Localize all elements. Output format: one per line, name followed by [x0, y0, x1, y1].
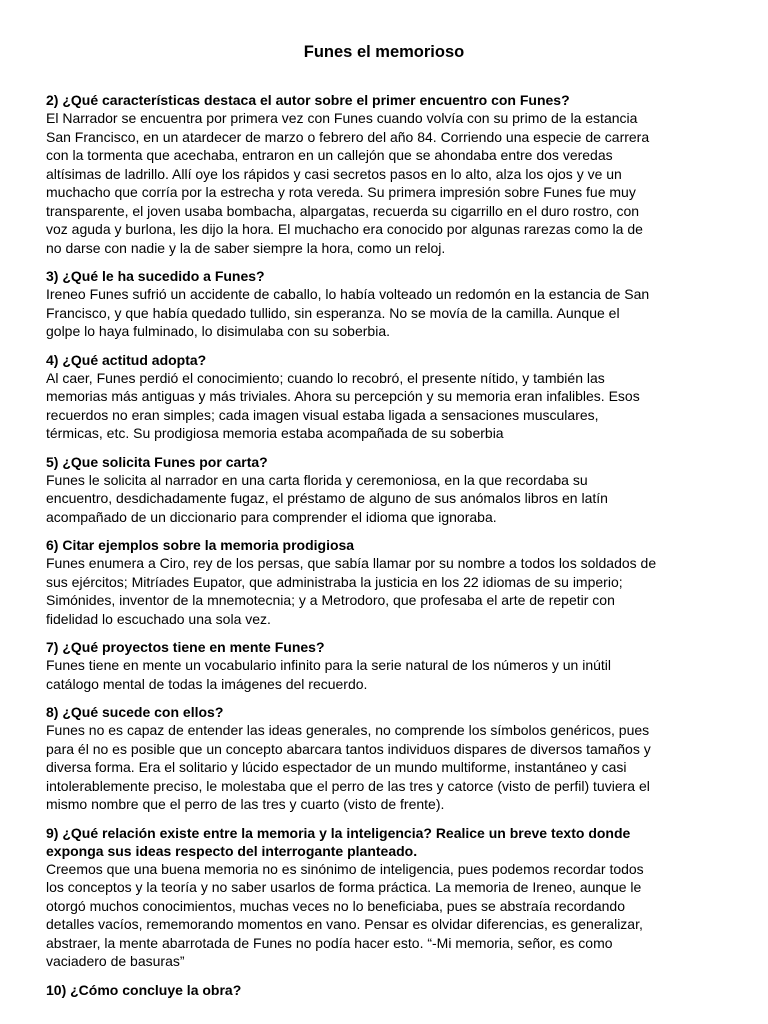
answer-line: otorgó muchos conocimientos, muchas veces no lo beneficiaba, pues se abstraía recordando — [46, 897, 626, 914]
question-heading: 8) ¿Qué sucede con ellos? — [46, 704, 224, 720]
answer-line: Simónides, inventor de la mnemotecnia; y a Metrodoro, que profesaba el arte de repetir con — [46, 592, 615, 608]
answer-line: Funes enumera a Ciro, rey de los persas, que sabía llamar por su nombre a todos los soldados de — [46, 555, 657, 571]
answer-line: acompañado de un diccionario para comprender el idioma que ignoraba. — [46, 508, 497, 525]
answer-line: voz aguda y burlona, les dijo la hora. El muchacho era conocido por algunas rarezas como la de — [46, 221, 643, 237]
answer-line: Creemos que una buena memoria no es sinónimo de inteligencia, pues podemos recordar todos — [46, 860, 644, 877]
document-body — [46, 91, 726, 1009]
answer-line: Al caer, Funes perdió el conocimiento; cuando lo recobró, el presente nítido, y también las — [46, 369, 605, 386]
answer-line: abstraer, la mente abarrotada de Funes no podía hacer esto. “-Mi memoria, señor, es como — [46, 934, 613, 951]
answer-line: Funes tiene en mente un vocabulario infinito para la serie natural de los números y un inútil — [46, 657, 611, 673]
answer-line: vaciadero de basuras” — [46, 953, 185, 969]
qa-section — [46, 824, 726, 971]
qa-section — [46, 536, 726, 628]
answer-line: recuerdos no eran simples; cada imagen visual estaba ligada a sensaciones musculares, — [46, 406, 599, 423]
qa-section — [46, 351, 726, 443]
answer-line: transparente, el joven usaba bombacha, alpargatas, recuerda su cigarrillo en el duro rostro, con — [46, 202, 640, 219]
qa-section — [46, 453, 726, 527]
question-heading: 10) ¿Cómo concluye la obra? — [46, 981, 242, 998]
answer-line: detalles vacíos, rememorando momentos en vano. Pensar es olvidar diferencias, es generalizar, — [46, 916, 643, 932]
answer-line: golpe lo haya fulminado, lo disimulaba con su soberbia. — [46, 323, 390, 339]
document-title: Funes el memorioso — [303, 43, 465, 61]
question-heading: 3) ¿Qué le ha sucedido a Funes? — [46, 268, 265, 284]
answer-line: los conceptos y la teoría y no saber usarlos de forma práctica. La memoria de Ireneo, aunque le — [46, 879, 642, 895]
answer-line: San Francisco, en un atardecer de marzo o febrero del año 84. Corriendo una especie de carrera — [46, 128, 650, 145]
question-heading: 6) Citar ejemplos sobre la memoria prodigiosa — [46, 537, 355, 553]
answer-line: intolerablemente preciso, le molestaba que el perro de las tres y catorce (visto de perfil) tuviera el — [46, 777, 650, 794]
answer-line: catálogo mental de todas la imágenes del recuerdo. — [46, 675, 368, 692]
answer-line: Funes le solicita al narrador en una carta florida y ceremoniosa, en la que recordaba su — [46, 471, 588, 488]
answer-line: memorias más antiguas y más triviales. Ahora su percepción y su memoria eran infalibles. Esos — [46, 388, 640, 404]
qa-section — [46, 91, 726, 257]
answer-line: Francisco, y que había quedado tullido, sin esperanza. No se movía de la camilla. Aunque el — [46, 304, 620, 321]
question-heading: 2) ¿Qué características destaca el autor sobre el primer encuentro con Funes? — [46, 92, 570, 108]
answer-line: altísimas de ladrillo. Allí oye los rápidos y casi secretos pasos en lo alto, alza los ojos y ve un — [46, 165, 622, 182]
answer-line: diversa forma. Era el solitario y lúcido espectador de un mundo multiforme, instantáneo y casi — [46, 759, 627, 775]
question-heading: 5) ¿Que solicita Funes por carta? — [46, 453, 268, 470]
answer-line: Funes no es capaz de entender las ideas generales, no comprende los símbolos genéricos, pues — [46, 722, 650, 738]
question-heading: 4) ¿Qué actitud adopta? — [46, 351, 207, 368]
qa-section — [46, 267, 726, 341]
qa-section — [46, 703, 726, 814]
answer-line: muchacho que corría por la estrecha y rota vereda. Su primera impresión sobre Funes fue muy — [46, 184, 636, 200]
answer-line: térmicas, etc. Su prodigiosa memoria estaba acompañada de su soberbia — [46, 425, 504, 441]
qa-section — [46, 638, 726, 693]
question-heading-line: exponga sus ideas respecto del interrogante planteado. — [46, 842, 418, 859]
answer-line: Ireneo Funes sufrió un accidente de caballo, lo había volteado un redomón en la estancia de San — [46, 286, 650, 302]
answer-line: sus ejércitos; Mitríades Eupator, que administraba la justicia en los 22 idiomas de su imperio; — [46, 573, 623, 590]
answer-line: para él no es posible que un concepto abarcara tantos individuos dispares de diversos tamaños y — [46, 740, 651, 757]
answer-line: mismo nombre que el perro de las tres y cuarto (visto de frente). — [46, 796, 445, 812]
question-heading: 7) ¿Qué proyectos tiene en mente Funes? — [46, 639, 325, 655]
qa-section — [46, 981, 726, 999]
answer-line: El Narrador se encuentra por primera vez con Funes cuando volvía con su primo de la estancia — [46, 110, 638, 126]
answer-line: no darse con nadie y la de saber siempre la hora, como un reloj. — [46, 239, 446, 256]
answer-line: fidelidad lo escuchado una sola vez. — [46, 610, 271, 627]
answer-line: con la tormenta que acechaba, entraron en un callejón que se ahondaba entre dos veredas — [46, 147, 613, 163]
question-heading-line: 9) ¿Qué relación existe entre la memoria y la inteligencia? Realice un breve texto donde — [46, 824, 631, 841]
answer-line: encuentro, desdichadamente fugaz, el préstamo de alguno de sus anómalos libros en latín — [46, 490, 608, 506]
